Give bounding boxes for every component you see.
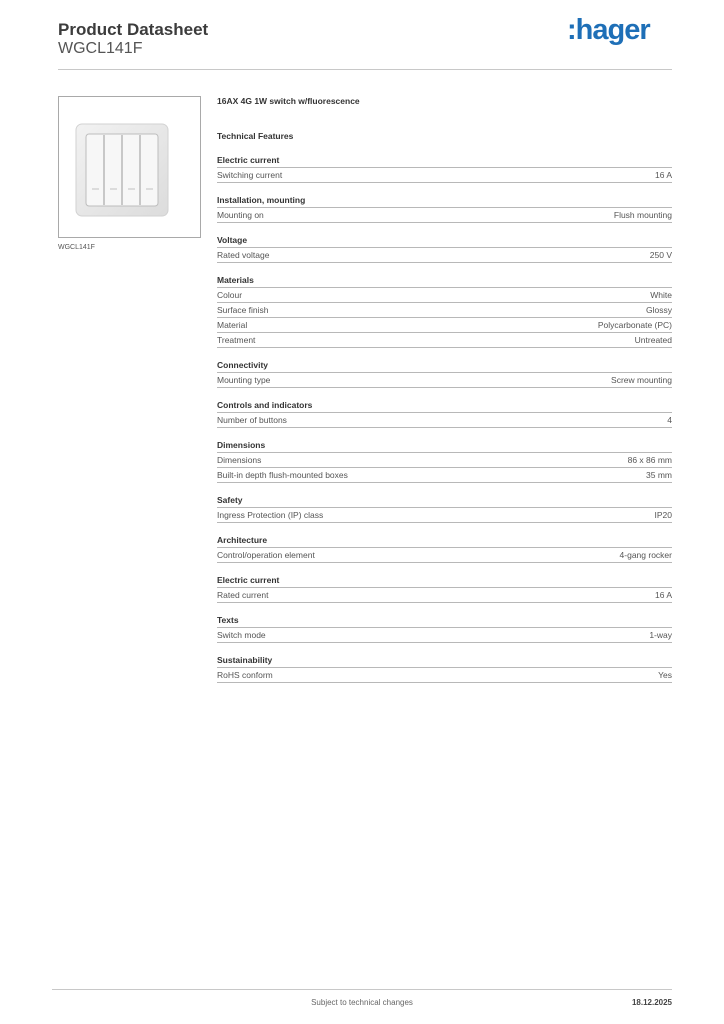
- page-title: Product Datasheet: [58, 20, 209, 39]
- technical-features-title: Technical Features: [217, 131, 294, 141]
- feature-row: [217, 628, 672, 643]
- section-title: Materials: [217, 273, 672, 288]
- section-title: Sustainability: [217, 653, 672, 668]
- section-title: Texts: [217, 613, 672, 628]
- feature-label: Material: [217, 320, 248, 330]
- footer-date: 18.12.2025: [631, 998, 672, 1007]
- feature-label: Colour: [217, 290, 243, 300]
- feature-sections: [217, 153, 672, 683]
- feature-value: IP20: [654, 510, 672, 520]
- section-title: Installation, mounting: [217, 193, 672, 208]
- header-divider: [58, 69, 672, 70]
- feature-label: Switching current: [217, 170, 283, 180]
- feature-value: 16 A: [654, 590, 672, 600]
- feature-section: [217, 398, 672, 428]
- feature-label: Built-in depth flush-mounted boxes: [217, 470, 348, 480]
- section-title: Safety: [217, 493, 672, 508]
- feature-value: Glossy: [646, 305, 672, 315]
- feature-label: Mounting type: [217, 375, 271, 385]
- feature-label: Surface finish: [217, 305, 269, 315]
- feature-row: [217, 373, 672, 388]
- feature-section: [217, 493, 672, 523]
- feature-row: [217, 333, 672, 348]
- feature-value: 16 A: [654, 170, 672, 180]
- section-title: Dimensions: [217, 438, 672, 453]
- feature-value: 4: [667, 415, 672, 425]
- hager-logo: [567, 13, 659, 47]
- feature-row: [217, 248, 672, 263]
- feature-row: [217, 303, 672, 318]
- feature-label: RoHS conform: [217, 670, 273, 680]
- feature-row: [217, 548, 672, 563]
- feature-section: [217, 193, 672, 223]
- feature-row: [217, 588, 672, 603]
- feature-section: [217, 153, 672, 183]
- product-reference: WGCL141F: [58, 40, 143, 57]
- feature-row: [217, 668, 672, 683]
- feature-value: Polycarbonate (PC): [597, 320, 672, 330]
- feature-value: 250 V: [649, 250, 672, 260]
- feature-value: Screw mounting: [611, 375, 672, 385]
- section-title: Architecture: [217, 533, 672, 548]
- feature-label: Number of buttons: [217, 415, 287, 425]
- feature-value: 86 x 86 mm: [627, 455, 672, 465]
- feature-row: [217, 288, 672, 303]
- feature-label: Control/operation element: [217, 550, 315, 560]
- feature-section: [217, 233, 672, 263]
- section-title: Connectivity: [217, 358, 672, 373]
- feature-row: [217, 468, 672, 483]
- feature-row: [217, 453, 672, 468]
- feature-label: Switch mode: [217, 630, 266, 640]
- feature-value: Flush mounting: [613, 210, 672, 220]
- feature-row: [217, 208, 672, 223]
- svg-text::hager: :hager: [567, 14, 650, 46]
- feature-row: [217, 413, 672, 428]
- feature-value: 4-gang rocker: [619, 550, 672, 560]
- section-title: Controls and indicators: [217, 398, 672, 413]
- feature-section: [217, 358, 672, 388]
- feature-label: Ingress Protection (IP) class: [217, 510, 324, 520]
- feature-value: 35 mm: [646, 470, 672, 480]
- footer-note: Subject to technical changes: [311, 998, 413, 1007]
- feature-section: [217, 273, 672, 348]
- feature-value: White: [650, 290, 672, 300]
- feature-label: Rated current: [217, 590, 269, 600]
- product-description: 16AX 4G 1W switch w/fluorescence: [217, 96, 360, 106]
- section-title: Voltage: [217, 233, 672, 248]
- feature-value: Yes: [658, 670, 672, 680]
- feature-label: Rated voltage: [217, 250, 270, 260]
- feature-row: [217, 508, 672, 523]
- feature-label: Mounting on: [217, 210, 264, 220]
- feature-value: Untreated: [634, 335, 672, 345]
- feature-section: [217, 573, 672, 603]
- feature-section: [217, 533, 672, 563]
- feature-value: 1-way: [649, 630, 672, 640]
- feature-section: [217, 653, 672, 683]
- footer-divider: [52, 989, 672, 990]
- section-title: Electric current: [217, 153, 672, 168]
- feature-row: [217, 168, 672, 183]
- feature-section: [217, 613, 672, 643]
- feature-section: [217, 438, 672, 483]
- image-caption: WGCL141F: [58, 244, 95, 251]
- technical-content: [217, 94, 672, 683]
- product-image: [58, 96, 201, 238]
- section-title: Electric current: [217, 573, 672, 588]
- feature-row: [217, 318, 672, 333]
- feature-label: Treatment: [217, 335, 256, 345]
- feature-label: Dimensions: [217, 455, 262, 465]
